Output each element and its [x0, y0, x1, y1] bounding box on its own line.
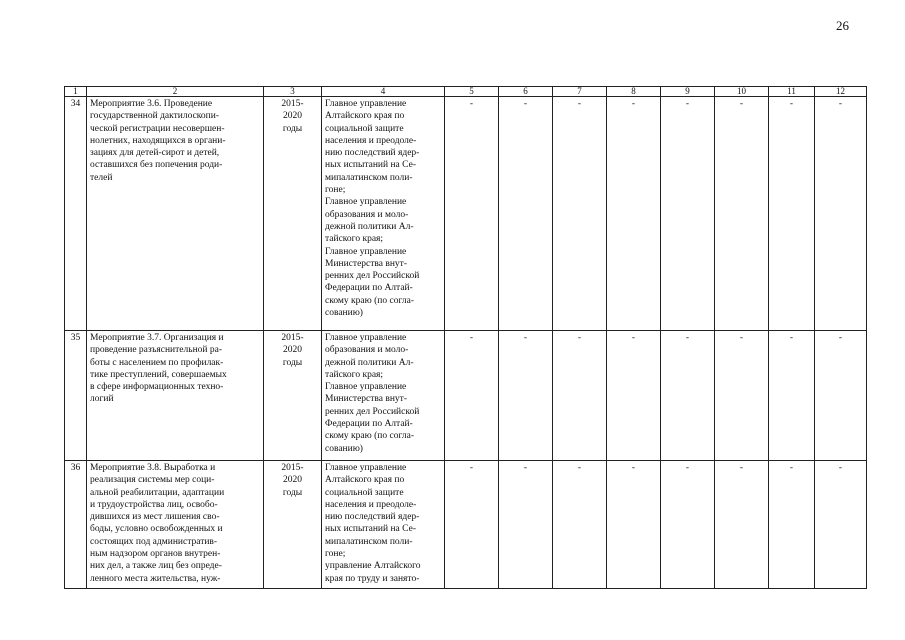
value-cell: -	[715, 461, 769, 589]
header-cell: 9	[661, 87, 715, 97]
responsible-cell	[322, 331, 445, 461]
table-header-row	[65, 87, 867, 97]
measure-text: Мероприятие 3.7. Организация и проведение разъяснительной ра- боты с населением по профилак- тике преступлений, совершаемых в сфере информационных техно- логий	[90, 333, 227, 405]
responsible-text: Главное управление Алтайского края по социальной защите населения и преодоле- нию последствий ядер- ных испытаний на Се- мипалатинском поли- гоне; Главное управление образования и моло- дежной политики Ал- тайского края; Главное управление Министерства внут- ренних дел Российской Федерации по Алтай- скому краю (по согла- сованию)	[325, 99, 420, 319]
responsible-text: Главное управление образования и моло- дежной политики Ал- тайского края; Главное управление Министерства внут- ренних дел Российской Федерации по Алтай- скому краю (по согла- сованию)	[325, 333, 420, 454]
page-number: 26	[836, 18, 849, 33]
header-cell: 5	[445, 87, 499, 97]
measure-description	[87, 331, 264, 461]
table-row	[65, 97, 867, 331]
header-cell: 10	[715, 87, 769, 97]
value-cell: -	[769, 97, 815, 331]
value-cell: -	[661, 97, 715, 331]
responsible-text: Главное управление Алтайского края по социальной защите населения и преодоле- нию последствий ядер- ных испытаний на Се- мипалатинском поли- гоне; управление Алтайского края по труду и занято-	[325, 463, 421, 584]
value-cell: -	[553, 97, 607, 331]
row-number: 34	[65, 97, 87, 331]
value-cell: -	[607, 97, 661, 331]
row-number: 35	[65, 331, 87, 461]
value-cell: -	[715, 331, 769, 461]
value-cell: -	[553, 331, 607, 461]
header-cell: 2	[87, 87, 264, 97]
value-cell: -	[499, 97, 553, 331]
responsible-cell	[322, 461, 445, 589]
value-cell: -	[661, 461, 715, 589]
value-cell: -	[607, 331, 661, 461]
measure-text: Мероприятие 3.8. Выработка и реализация системы мер соци- альной реабилитации, адаптации и трудоустройства лиц, освобо- дившихся из мест лишения сво- боды, условно освобожденных и состоящих под административ- ным надзором органов внутрен- них дел, а также лиц без опреде- ленного места жительства, нуж-	[90, 463, 225, 584]
value-cell: -	[499, 461, 553, 589]
period-cell	[264, 331, 322, 461]
value-cell: -	[815, 461, 867, 589]
period-text: 2015- 2020 годы	[281, 463, 304, 498]
value-cell: -	[715, 97, 769, 331]
value-cell: -	[661, 331, 715, 461]
header-cell: 4	[322, 87, 445, 97]
measure-description	[87, 97, 264, 331]
value-cell: -	[445, 97, 499, 331]
header-cell: 8	[607, 87, 661, 97]
value-cell: -	[769, 331, 815, 461]
measures-table	[64, 86, 867, 589]
table-row	[65, 331, 867, 461]
value-cell: -	[607, 461, 661, 589]
responsible-cell	[322, 97, 445, 331]
value-cell: -	[445, 331, 499, 461]
value-cell: -	[769, 461, 815, 589]
value-cell: -	[815, 331, 867, 461]
row-number: 36	[65, 461, 87, 589]
header-cell: 3	[264, 87, 322, 97]
value-cell: -	[815, 97, 867, 331]
value-cell: -	[553, 461, 607, 589]
header-cell: 1	[65, 87, 87, 97]
header-cell: 6	[499, 87, 553, 97]
value-cell: -	[445, 461, 499, 589]
period-cell	[264, 97, 322, 331]
period-text: 2015- 2020 годы	[281, 333, 304, 368]
value-cell: -	[499, 331, 553, 461]
period-text: 2015- 2020 годы	[281, 99, 304, 134]
header-cell: 11	[769, 87, 815, 97]
measure-text: Мероприятие 3.6. Проведение государственной дактилоскопи- ческой регистрации несовершен- нолетних, находящихся в органи- зациях для детей-сирот и детей, оставшихся без попечения роди- телей	[90, 99, 226, 183]
period-cell	[264, 461, 322, 589]
header-cell: 7	[553, 87, 607, 97]
table-row	[65, 461, 867, 589]
measure-description	[87, 461, 264, 589]
header-cell: 12	[815, 87, 867, 97]
